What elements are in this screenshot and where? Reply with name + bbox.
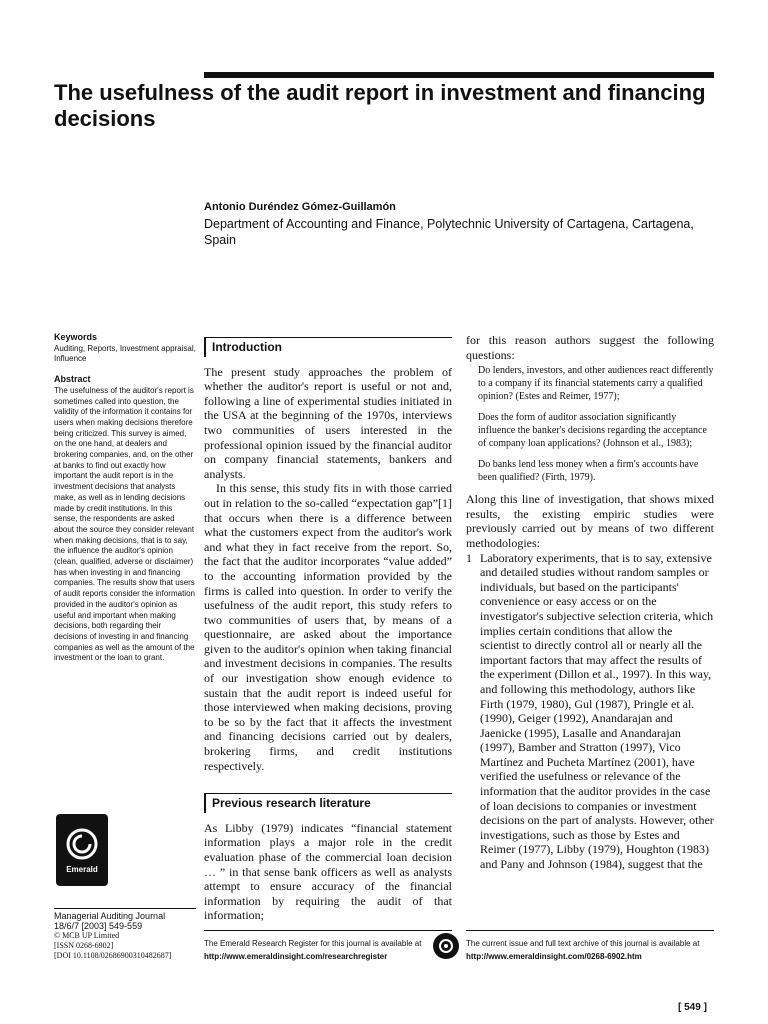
- question-3: Do banks lend less money when a firm's accounts have been qualified? (Firth, 1979).: [478, 459, 699, 484]
- author-affiliation: Department of Accounting and Finance, Polytechnic University of Cartagena, Cartagena, Spain: [204, 217, 694, 247]
- body-column-right: [466, 333, 714, 872]
- journal-name: Managerial Auditing Journal: [54, 911, 166, 921]
- intro-paragraph-1: The present study approaches the problem of whether the auditor's report is useful or not and, following a line of experimental studies initiated in the USA at the beginning of the 1970s, interviews two communities of users interested in the professional opinion issued by the financial auditor on company financial statements, bankers and analysts.: [204, 364, 452, 481]
- abstract-text: The usefulness of the auditor's report is sometimes called into question, the validity of the information it contains for users when making decisions therefore being criticized. This survey is aimed, on the one hand, at dealers and brokering companies, and, on the other at banks to find out exactly how important the audit report is in the investment decisions that analysts make, as well as in lending decisions made by credit institutions. In this sense, the respondents are asked about the source they consider relevant when making decisions, that is to say, the influence the auditor's opinion (clean, qualified, adverse or disclaimer) has when investing in and financing companies. The results show that users of audit reports consider the information provided in the auditor's opinion as useful and important when making decisions, both regarding their decisions of investing in and financing companies as well as the amount of the investment or the loan to grant.: [54, 385, 195, 663]
- question-1: Do lenders, investors, and other audiences react differently to a company if its financial statements carry a qualified opinion? (Estes and Reimer, 1977);: [478, 365, 714, 403]
- research-register-text: The Emerald Research Register for this journal is available at: [204, 939, 422, 948]
- issn-line: [ISSN 0268-6902]: [54, 941, 114, 950]
- list-item-number: 1: [466, 550, 472, 565]
- title-rule: [204, 72, 714, 78]
- full-text-archive-note: [466, 930, 714, 963]
- introduction-heading: Introduction: [204, 337, 452, 357]
- article-title: The usefulness of the audit report in investment and financing decisions: [54, 80, 706, 131]
- keywords-text: Auditing, Reports, Investment appraisal, Influence: [54, 343, 196, 364]
- previous-research-paragraph: As Libby (1979) indicates “financial statement information plays a major role in the credit evaluation phase of the commercial loan decision … ” in that sense bank officers as well as analysts attempt to ensure accuracy of the financial information by requiring the audit of that information;: [204, 820, 452, 923]
- sidebar: [54, 332, 196, 664]
- col2-paragraph-1: for this reason authors suggest the following questions:: [466, 333, 714, 362]
- citation-block: [54, 908, 196, 961]
- publisher-line: © MCB UP Limited: [54, 931, 120, 940]
- list-item: [466, 551, 714, 872]
- previous-research-heading: Previous research literature: [204, 793, 452, 813]
- body-column-left: [204, 333, 452, 923]
- keywords-heading: Keywords: [54, 332, 98, 342]
- archive-link[interactable]: http://www.emeraldinsight.com/0268-6902.htm: [466, 952, 642, 961]
- emerald-seal-icon: [433, 933, 459, 959]
- intro-paragraph-2: In this sense, this study fits in with those carried out in relation to the so-called “expectation gap”[1] that occurs when there is a difference between what the customers expect from the auditor's work and what they in fact receive from the report. So, the fact that the auditor incorporates “value added” to the accounting information provided by the firms is called into question. In order to verify the usefulness of the audit report, this study refers to two communities of users that, by means of a questionnaire, are asked about the importance given to the auditor's opinion when taking financial and investment decisions in companies. The results of our investigation show enough evidence to sustain that the audit report is indeed useful for those interviewed when making decisions, proving to be so by the fact that it affects the investment and financing decisions carried out by dealers, brokering firms, and credit institutions respectively.: [204, 481, 452, 773]
- question-2: Does the form of auditor association significantly influence the banker's decisions regarding the acceptance of company loan applications? (Johnson et al., 1983);: [478, 412, 707, 450]
- research-register-note: [204, 930, 452, 963]
- archive-text: The current issue and full text archive of this journal is available at: [466, 939, 700, 948]
- page-number: [ 549 ]: [678, 1002, 707, 1013]
- volume-line: 18/6/7 [2003] 549-559: [54, 921, 143, 931]
- list-item-text: Laboratory experiments, that is to say, extensive and detailed studies without random samples or individuals, but based on the participants' convenience or easy access or on the investigator's subjective selection criteria, which implies certain conditions that allow the scientist to directly control all or nearly all the important factors that may affect the results of the experiment (Dillon et al., 1997). In this way, and following this methodology, authors like Firth (1979, 1980), Gul (1987), Pringle et al. (1990), Geiger (1992), Anandarajan and Jaenicke (1995), Lasalle and Anandarajan (1997), Bamber and Stratton (1997), Vico Martínez and Pucheta Martínez (2001), have verified the usefulness or relevance of the information that the auditor provides in the case of loan decisions to companies or investment decisions on the part of analysts. However, other investigations, such as those by Estes and Reimer (1977), Libby (1979), Houghton (1983) and Pany and Johnson (1984), suggest that the: [480, 550, 714, 872]
- emerald-logo: [56, 814, 108, 886]
- logo-wordmark: Emerald: [66, 864, 98, 874]
- research-register-link[interactable]: http://www.emeraldinsight.com/researchregister: [204, 952, 388, 961]
- emerald-logo-icon: [65, 827, 99, 861]
- doi-line: [DOI 10.1108/02686900310482687]: [54, 951, 172, 960]
- abstract-heading: Abstract: [54, 374, 91, 385]
- author-name: Antonio Duréndez Gómez-Guillamón: [204, 201, 396, 213]
- col2-paragraph-2: Along this line of investigation, that shows mixed results, the existing empiric studies were previously carried out by means of two different methodologies:: [466, 492, 714, 550]
